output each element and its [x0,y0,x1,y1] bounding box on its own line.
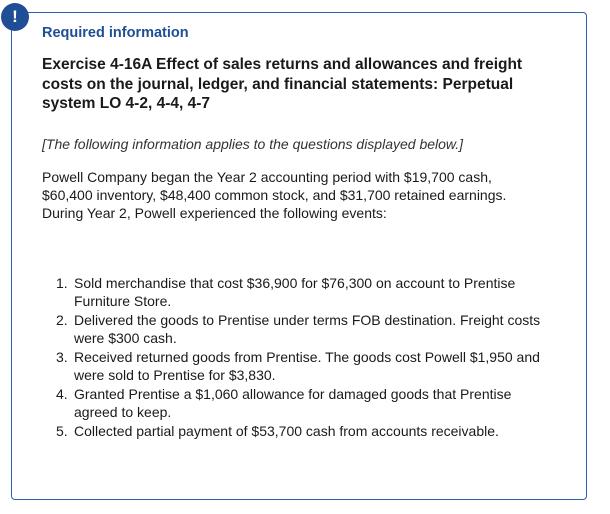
list-item [42,422,542,440]
info-note: [The following information applies to the questions displayed below.] [42,136,464,152]
list-item-text: Collected partial payment of $53,700 cash from accounts receivable. [74,423,499,439]
list-item-number: 2. [56,312,68,328]
list-item [42,311,542,347]
list-item-number: 1. [56,275,68,291]
list-item [42,348,542,384]
alert-icon: ! [1,3,29,31]
list-item-text: Sold merchandise that cost $36,900 for $76,300 on account to Prentise Furniture Store. [74,275,516,309]
list-item-number: 5. [56,423,68,439]
list-item-text: Received returned goods from Prentise. The goods cost Powell $1,950 and were sold to Prentise for $3,830. [74,349,540,383]
intro-paragraph: Powell Company began the Year 2 accounting period with $19,700 cash, $60,400 inventory, $48,400 common stock, and $31,700 retained earnings. During Year 2, Powell experienced the following events: [42,169,507,221]
section-label: Required information [42,25,189,41]
events-list [42,274,542,441]
exercise-title: Exercise 4-16A Effect of sales returns and allowances and freight costs on the journal, ledger, and financial statements: Perpetual system LO 4-2, 4-4, 4-7 [42,56,523,112]
list-item-text: Granted Prentise a $1,060 allowance for damaged goods that Prentise agreed to keep. [74,386,512,420]
list-item [42,274,542,310]
list-item-number: 4. [56,386,68,402]
list-item-text: Delivered the goods to Prentise under terms FOB destination. Freight costs were $300 cash. [74,312,541,346]
list-item-number: 3. [56,349,68,365]
list-item [42,385,542,421]
